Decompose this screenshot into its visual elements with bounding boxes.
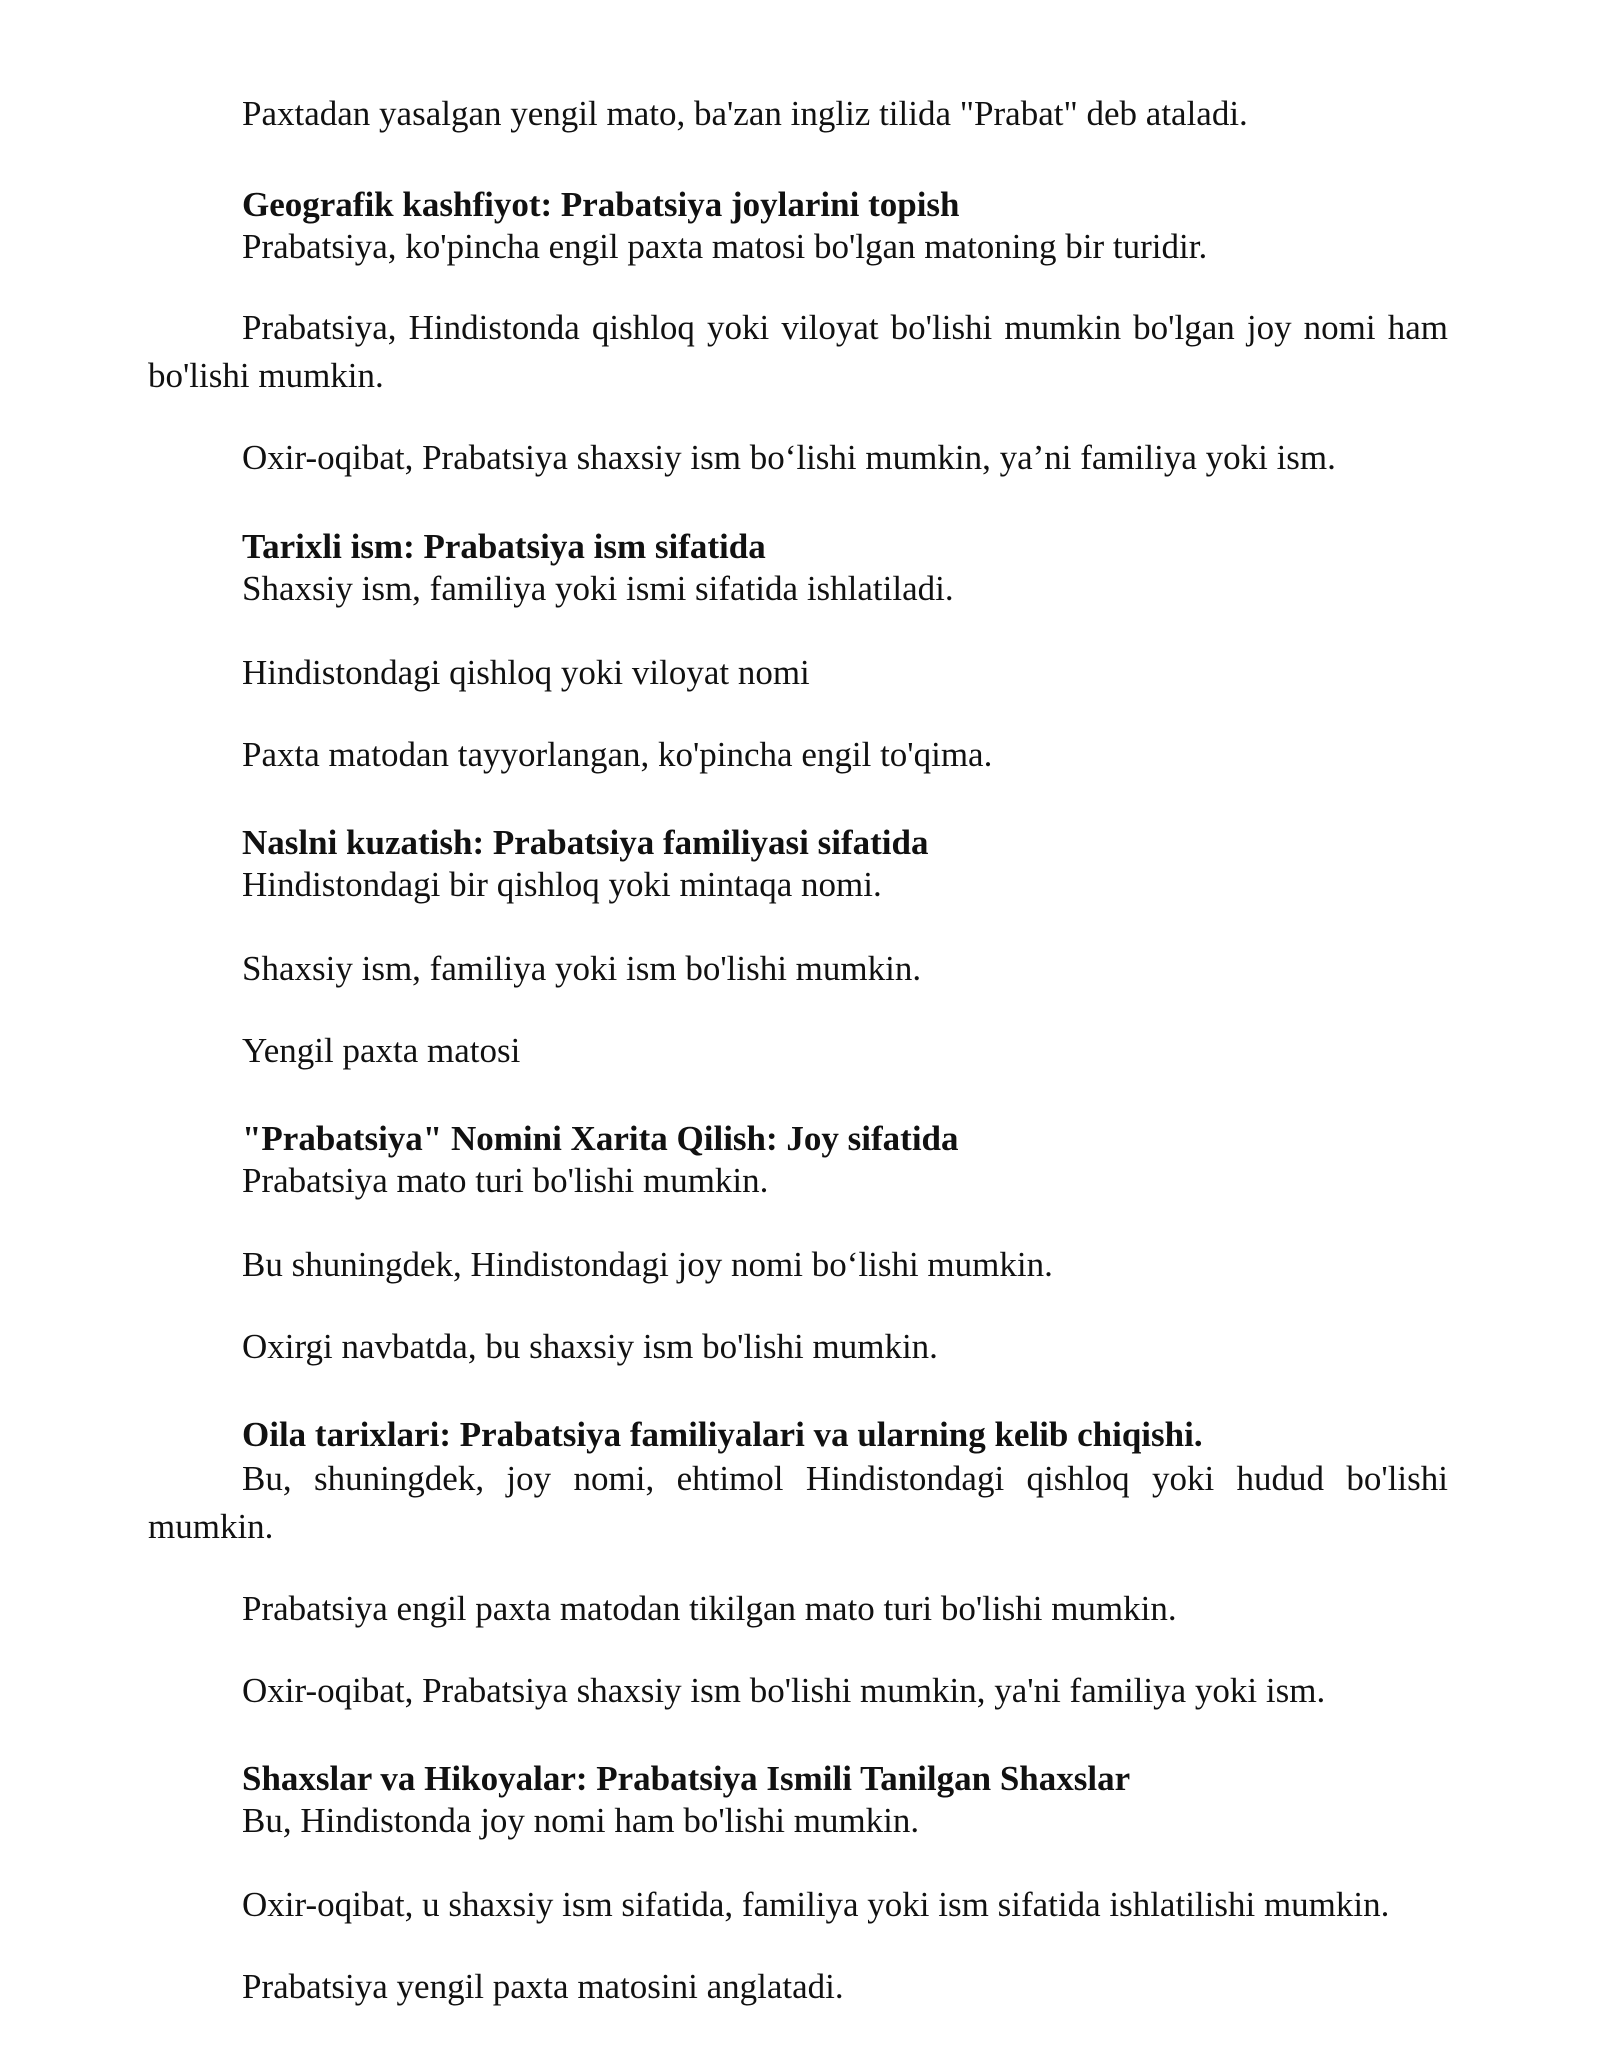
paragraph: Yengil paxta matosi bbox=[242, 1031, 521, 1070]
paragraph: Oxir-oqibat, Prabatsiya shaxsiy ism bo'lishi mumkin, ya'ni familiya yoki ism. bbox=[242, 1671, 1326, 1710]
paragraph: Hindistondagi qishloq yoki viloyat nomi bbox=[242, 653, 810, 692]
paragraph: Paxta matodan tayyorlangan, ko'pincha engil to'qima. bbox=[242, 735, 993, 774]
section-heading-naslni-kuzatish: Naslni kuzatish: Prabatsiya familiyasi sifatida bbox=[242, 823, 929, 862]
paragraph: Oxir-oqibat, u shaxsiy ism sifatida, familiya yoki ism sifatida ishlatilishi mumkin. bbox=[242, 1885, 1390, 1924]
paragraph: Prabatsiya, ko'pincha engil paxta matosi bo'lgan matoning bir turidir. bbox=[242, 227, 1208, 266]
paragraph: Shaxsiy ism, familiya yoki ism bo'lishi mumkin. bbox=[242, 949, 922, 988]
section-heading-oila-tarixlari: Oila tarixlari: Prabatsiya familiyalari va ularning kelib chiqishi. bbox=[242, 1415, 1203, 1454]
paragraph: Prabatsiya mato turi bo'lishi mumkin. bbox=[242, 1161, 769, 1200]
paragraph: Bu, shuningdek, joy nomi, ehtimol Hindistondagi qishloq yoki hudud bo'lishi mumkin. bbox=[148, 1459, 1448, 1546]
paragraph: Bu, Hindistonda joy nomi ham bo'lishi mumkin. bbox=[242, 1801, 920, 1840]
paragraph: Prabatsiya, Hindistonda qishloq yoki viloyat bo'lishi mumkin bo'lgan joy nomi ham bo'lishi mumkin. bbox=[148, 308, 1448, 395]
paragraph: Oxirgi navbatda, bu shaxsiy ism bo'lishi mumkin. bbox=[242, 1327, 938, 1366]
section-heading-shaxslar: Shaxslar va Hikoyalar: Prabatsiya Ismili Tanilgan Shaxslar bbox=[242, 1759, 1131, 1798]
paragraph: Hindistondagi bir qishloq yoki mintaqa nomi. bbox=[242, 865, 882, 904]
paragraph-intro: Paxtadan yasalgan yengil mato, ba'zan ingliz tilida "Prabat" deb ataladi. bbox=[242, 94, 1248, 133]
section-heading-tarixli-ism: Tarixli ism: Prabatsiya ism sifatida bbox=[242, 527, 766, 566]
paragraph: Shaxsiy ism, familiya yoki ismi sifatida ishlatiladi. bbox=[242, 569, 954, 608]
paragraph: Prabatsiya engil paxta matodan tikilgan mato turi bo'lishi mumkin. bbox=[242, 1589, 1177, 1628]
paragraph: Oxir-oqibat, Prabatsiya shaxsiy ism bo‘lishi mumkin, ya’ni familiya yoki ism. bbox=[242, 438, 1336, 477]
section-heading-joy-sifatida: "Prabatsiya" Nomini Xarita Qilish: Joy sifatida bbox=[242, 1119, 959, 1158]
paragraph: Prabatsiya yengil paxta matosini anglatadi. bbox=[242, 1967, 844, 2006]
paragraph: Bu shuningdek, Hindistondagi joy nomi bo‘lishi mumkin. bbox=[242, 1245, 1053, 1284]
section-heading-geografik: Geografik kashfiyot: Prabatsiya joylarini topish bbox=[242, 185, 960, 224]
